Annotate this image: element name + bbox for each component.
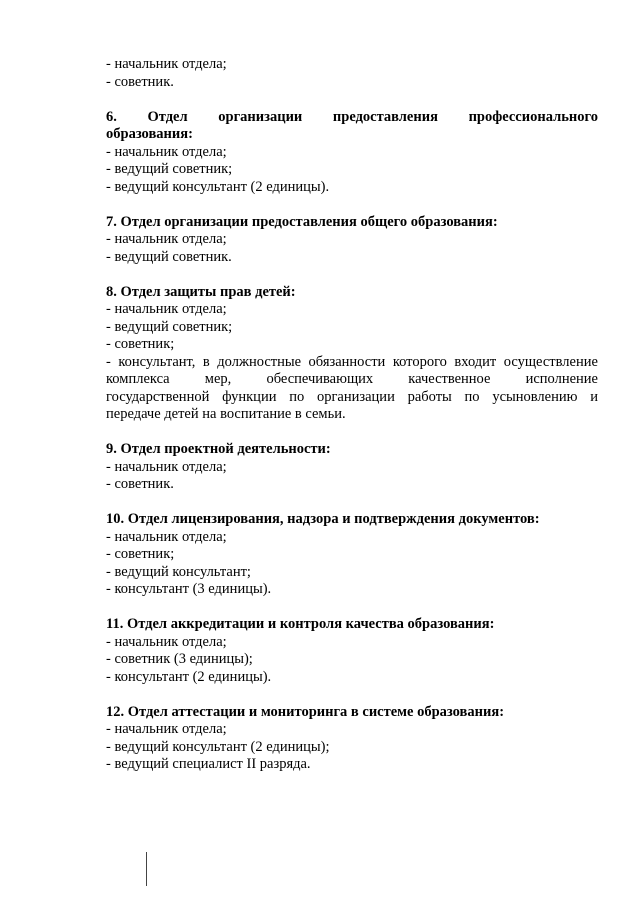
list-item: - советник;: [106, 336, 175, 352]
section-9: [106, 441, 598, 494]
list-item: - советник (3 единицы);: [106, 651, 253, 667]
section-6: [106, 109, 598, 197]
section-6-heading-cont: образования:: [106, 126, 193, 142]
long-item-line-1: - консультант, в должностные обязанности которого входит осуществление: [106, 353, 598, 370]
long-item-line-2: комплекса мер, обеспечивающих качественное исполнение: [106, 371, 598, 387]
list-item: - начальник отдела;: [106, 56, 227, 72]
section-8: [106, 284, 598, 424]
section-6-heading: 6. Отдел организации предоставления профессионального: [106, 108, 598, 125]
list-item: - начальник отдела;: [106, 458, 227, 475]
list-item: - начальник отдела;: [106, 143, 227, 160]
long-item-line-4: передаче детей на воспитание в семьи.: [106, 406, 346, 422]
list-item: - начальник отдела;: [106, 528, 227, 545]
section-9-heading: 9. Отдел проектной деятельности:: [106, 441, 331, 457]
list-item: - начальник отдела;: [106, 633, 227, 650]
list-item: - ведущий советник;: [106, 318, 233, 335]
list-item: - консультант (3 единицы).: [106, 581, 272, 597]
section-10: [106, 511, 598, 599]
section-7-heading: 7. Отдел организации предоставления общего образования:: [106, 213, 498, 230]
list-item: - начальник отдела;: [106, 231, 227, 247]
list-item: - начальник отдела;: [106, 301, 227, 317]
list-item: - ведущий советник;: [106, 161, 233, 177]
list-item: - ведущий консультант (2 единицы);: [106, 738, 330, 755]
list-item: - ведущий консультант;: [106, 563, 251, 580]
section-10-heading: 10. Отдел лицензирования, надзора и подтверждения документов:: [106, 511, 540, 527]
section-11: [106, 616, 598, 686]
long-item-line-3: государственной функции по организации работы по усыновлению и: [106, 388, 598, 405]
section-11-heading: 11. Отдел аккредитации и контроля качества образования:: [106, 616, 495, 632]
margin-line: [146, 852, 147, 886]
list-item: - советник.: [106, 73, 174, 90]
list-item: - ведущий специалист II разряда.: [106, 756, 311, 772]
list-item: - советник.: [106, 476, 174, 492]
top-items: [106, 56, 598, 91]
list-item: - ведущий консультант (2 единицы).: [106, 178, 330, 195]
list-item: - советник;: [106, 546, 175, 562]
list-item: - начальник отдела;: [106, 721, 227, 737]
section-7: [106, 214, 598, 267]
section-8-heading: 8. Отдел защиты прав детей:: [106, 283, 296, 300]
long-list-item: [106, 354, 598, 424]
document-page: [106, 56, 598, 774]
list-item: - консультант (2 единицы).: [106, 668, 272, 685]
section-12-heading: 12. Отдел аттестации и мониторинга в системе образования:: [106, 703, 505, 720]
list-item: - ведущий советник.: [106, 248, 232, 265]
section-12: [106, 704, 598, 774]
